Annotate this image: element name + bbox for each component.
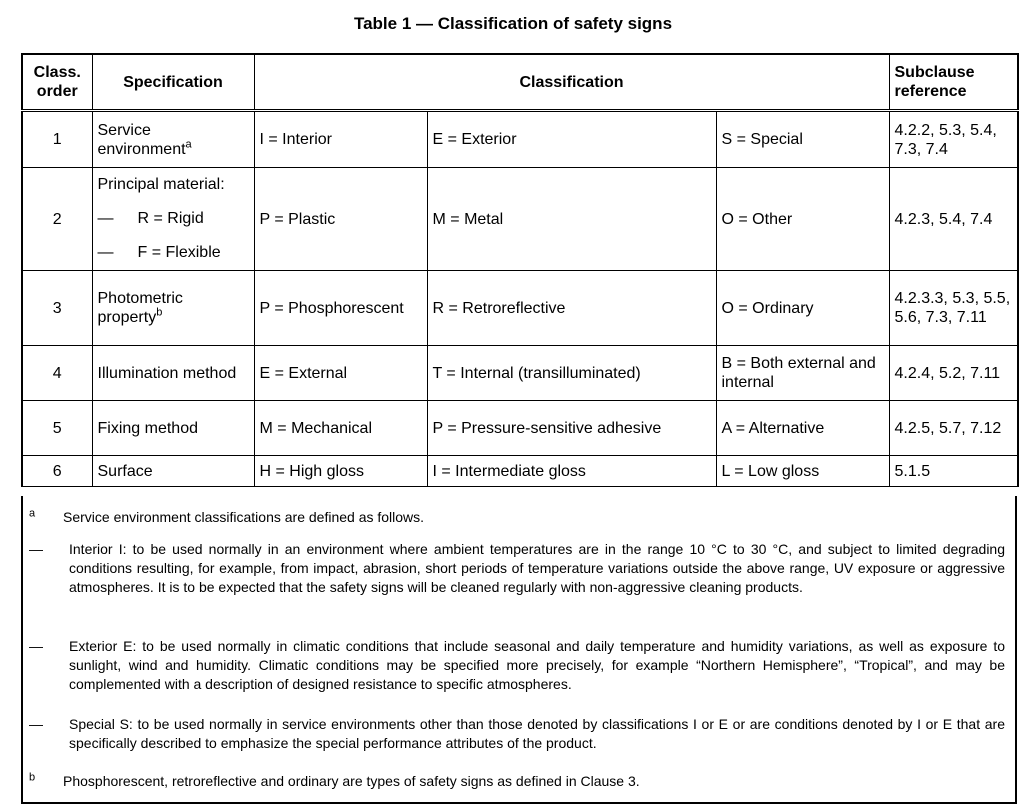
class-order-cell: 6	[22, 456, 92, 487]
table-title: Table 1 — Classification of safety signs	[353, 14, 673, 33]
classification-cell: P = Plastic	[254, 168, 427, 271]
specification-cell: Fixing method	[92, 401, 254, 456]
class-order-cell: 5	[22, 401, 92, 456]
sub-item-text: R = Rigid	[137, 210, 204, 227]
subclause-cell: 4.2.3.3, 5.3, 5.5, 5.6, 7.3, 7.11	[889, 271, 1018, 346]
sub-item-rigid	[98, 202, 249, 236]
table-row	[22, 168, 1018, 271]
specification-text: Service environment	[97, 121, 186, 158]
header-row	[22, 54, 1018, 111]
interior-text: Interior I: to be used normally in an environment where ambient temperatures are in the range 10 °C to 30 °C, and subject to limited degrading conditions resulting, for example, from impact, abrasion, short periods of temperature variations outside the above range, UV exposure or aggressive atmospheres. It is to be expected that the safety signs will be cleaned regularly with non-aggressive cleaning products.	[69, 541, 1005, 595]
header-classification: Classification	[254, 54, 889, 111]
list-dash: —	[29, 716, 43, 732]
classification-cell: M = Metal	[427, 168, 716, 271]
classification-cell: P = Pressure-sensitive adhesive	[427, 401, 716, 456]
footnote-ref-a: a	[185, 138, 192, 151]
subclause-cell: 5.1.5	[889, 456, 1018, 487]
sub-item-text: F = Flexible	[137, 244, 221, 261]
footnote-a-text: Service environment classifications are defined as follows.	[63, 509, 425, 525]
footnote-b-text: Phosphorescent, retroreflective and ordinary are types of safety signs as defined in Clause 3.	[63, 773, 640, 789]
header-specification: Specification	[92, 54, 254, 111]
classification-cell: S = Special	[716, 111, 889, 168]
table-row	[22, 271, 1018, 346]
list-dash: —	[29, 541, 43, 557]
special-text: Special S: to be used normally in service environments other than those denoted by classifications I or E or are conditions denoted by I or E that are specifically described to emphasize the special performance attributes of the product.	[69, 716, 1005, 751]
classification-cell: H = High gloss	[254, 456, 427, 487]
footnote-ref-b: b	[156, 306, 163, 319]
specification-cell: Surface	[92, 456, 254, 487]
classification-cell: A = Alternative	[716, 401, 889, 456]
footnote-mark-a: a	[29, 507, 36, 520]
exterior-text: Exterior E: to be used normally in climatic conditions that include seasonal and daily temperature and humidity variations, as well as exposure to sunlight, wind and humidity. Climatic conditions may be specified more precisely, for example “Northern Hemisphere”, “Tropical”, and may be complemented with a description of designed resistance to specific atmospheres.	[69, 638, 1005, 692]
class-order-cell: 3	[22, 271, 92, 346]
specification-cell	[92, 271, 254, 346]
classification-cell: L = Low gloss	[716, 456, 889, 487]
specification-text: Principal material:	[97, 176, 225, 193]
footnote-mark-b: b	[29, 771, 36, 784]
table-row	[22, 111, 1018, 168]
classification-cell: M = Mechanical	[254, 401, 427, 456]
specification-cell	[92, 111, 254, 168]
classification-cell: P = Phosphorescent	[254, 271, 427, 346]
classification-cell: E = External	[254, 346, 427, 401]
classification-cell: O = Other	[716, 168, 889, 271]
header-class-order: Class. order	[22, 54, 92, 111]
classification-cell: R = Retroreflective	[427, 271, 716, 346]
specification-cell: Illumination method	[92, 346, 254, 401]
class-order-cell: 4	[22, 346, 92, 401]
header-subclause-reference: Subclause reference	[889, 54, 1018, 111]
class-order-cell: 2	[22, 168, 92, 271]
list-dash: —	[97, 210, 114, 227]
list-dash: —	[29, 638, 43, 654]
classification-cell: O = Ordinary	[716, 271, 889, 346]
classification-cell: I = Interior	[254, 111, 427, 168]
table-row	[22, 401, 1018, 456]
classification-table	[21, 53, 1019, 487]
table-row	[22, 346, 1018, 401]
classification-cell: E = Exterior	[427, 111, 716, 168]
list-dash: —	[97, 244, 114, 261]
class-order-cell: 1	[22, 111, 92, 168]
subclause-cell: 4.2.5, 5.7, 7.12	[889, 401, 1018, 456]
table-row	[22, 456, 1018, 487]
specification-cell	[92, 168, 254, 271]
subclause-cell: 4.2.4, 5.2, 7.11	[889, 346, 1018, 401]
classification-cell: T = Internal (transilluminated)	[427, 346, 716, 401]
classification-cell: B = Both external and internal	[716, 346, 889, 401]
classification-cell: I = Intermediate gloss	[427, 456, 716, 487]
subclause-cell: 4.2.2, 5.3, 5.4, 7.3, 7.4	[889, 111, 1018, 168]
specification-text: Photometric property	[97, 290, 183, 326]
table-footnotes	[21, 496, 1017, 804]
sub-item-flexible	[98, 236, 249, 270]
subclause-cell: 4.2.3, 5.4, 7.4	[889, 168, 1018, 271]
